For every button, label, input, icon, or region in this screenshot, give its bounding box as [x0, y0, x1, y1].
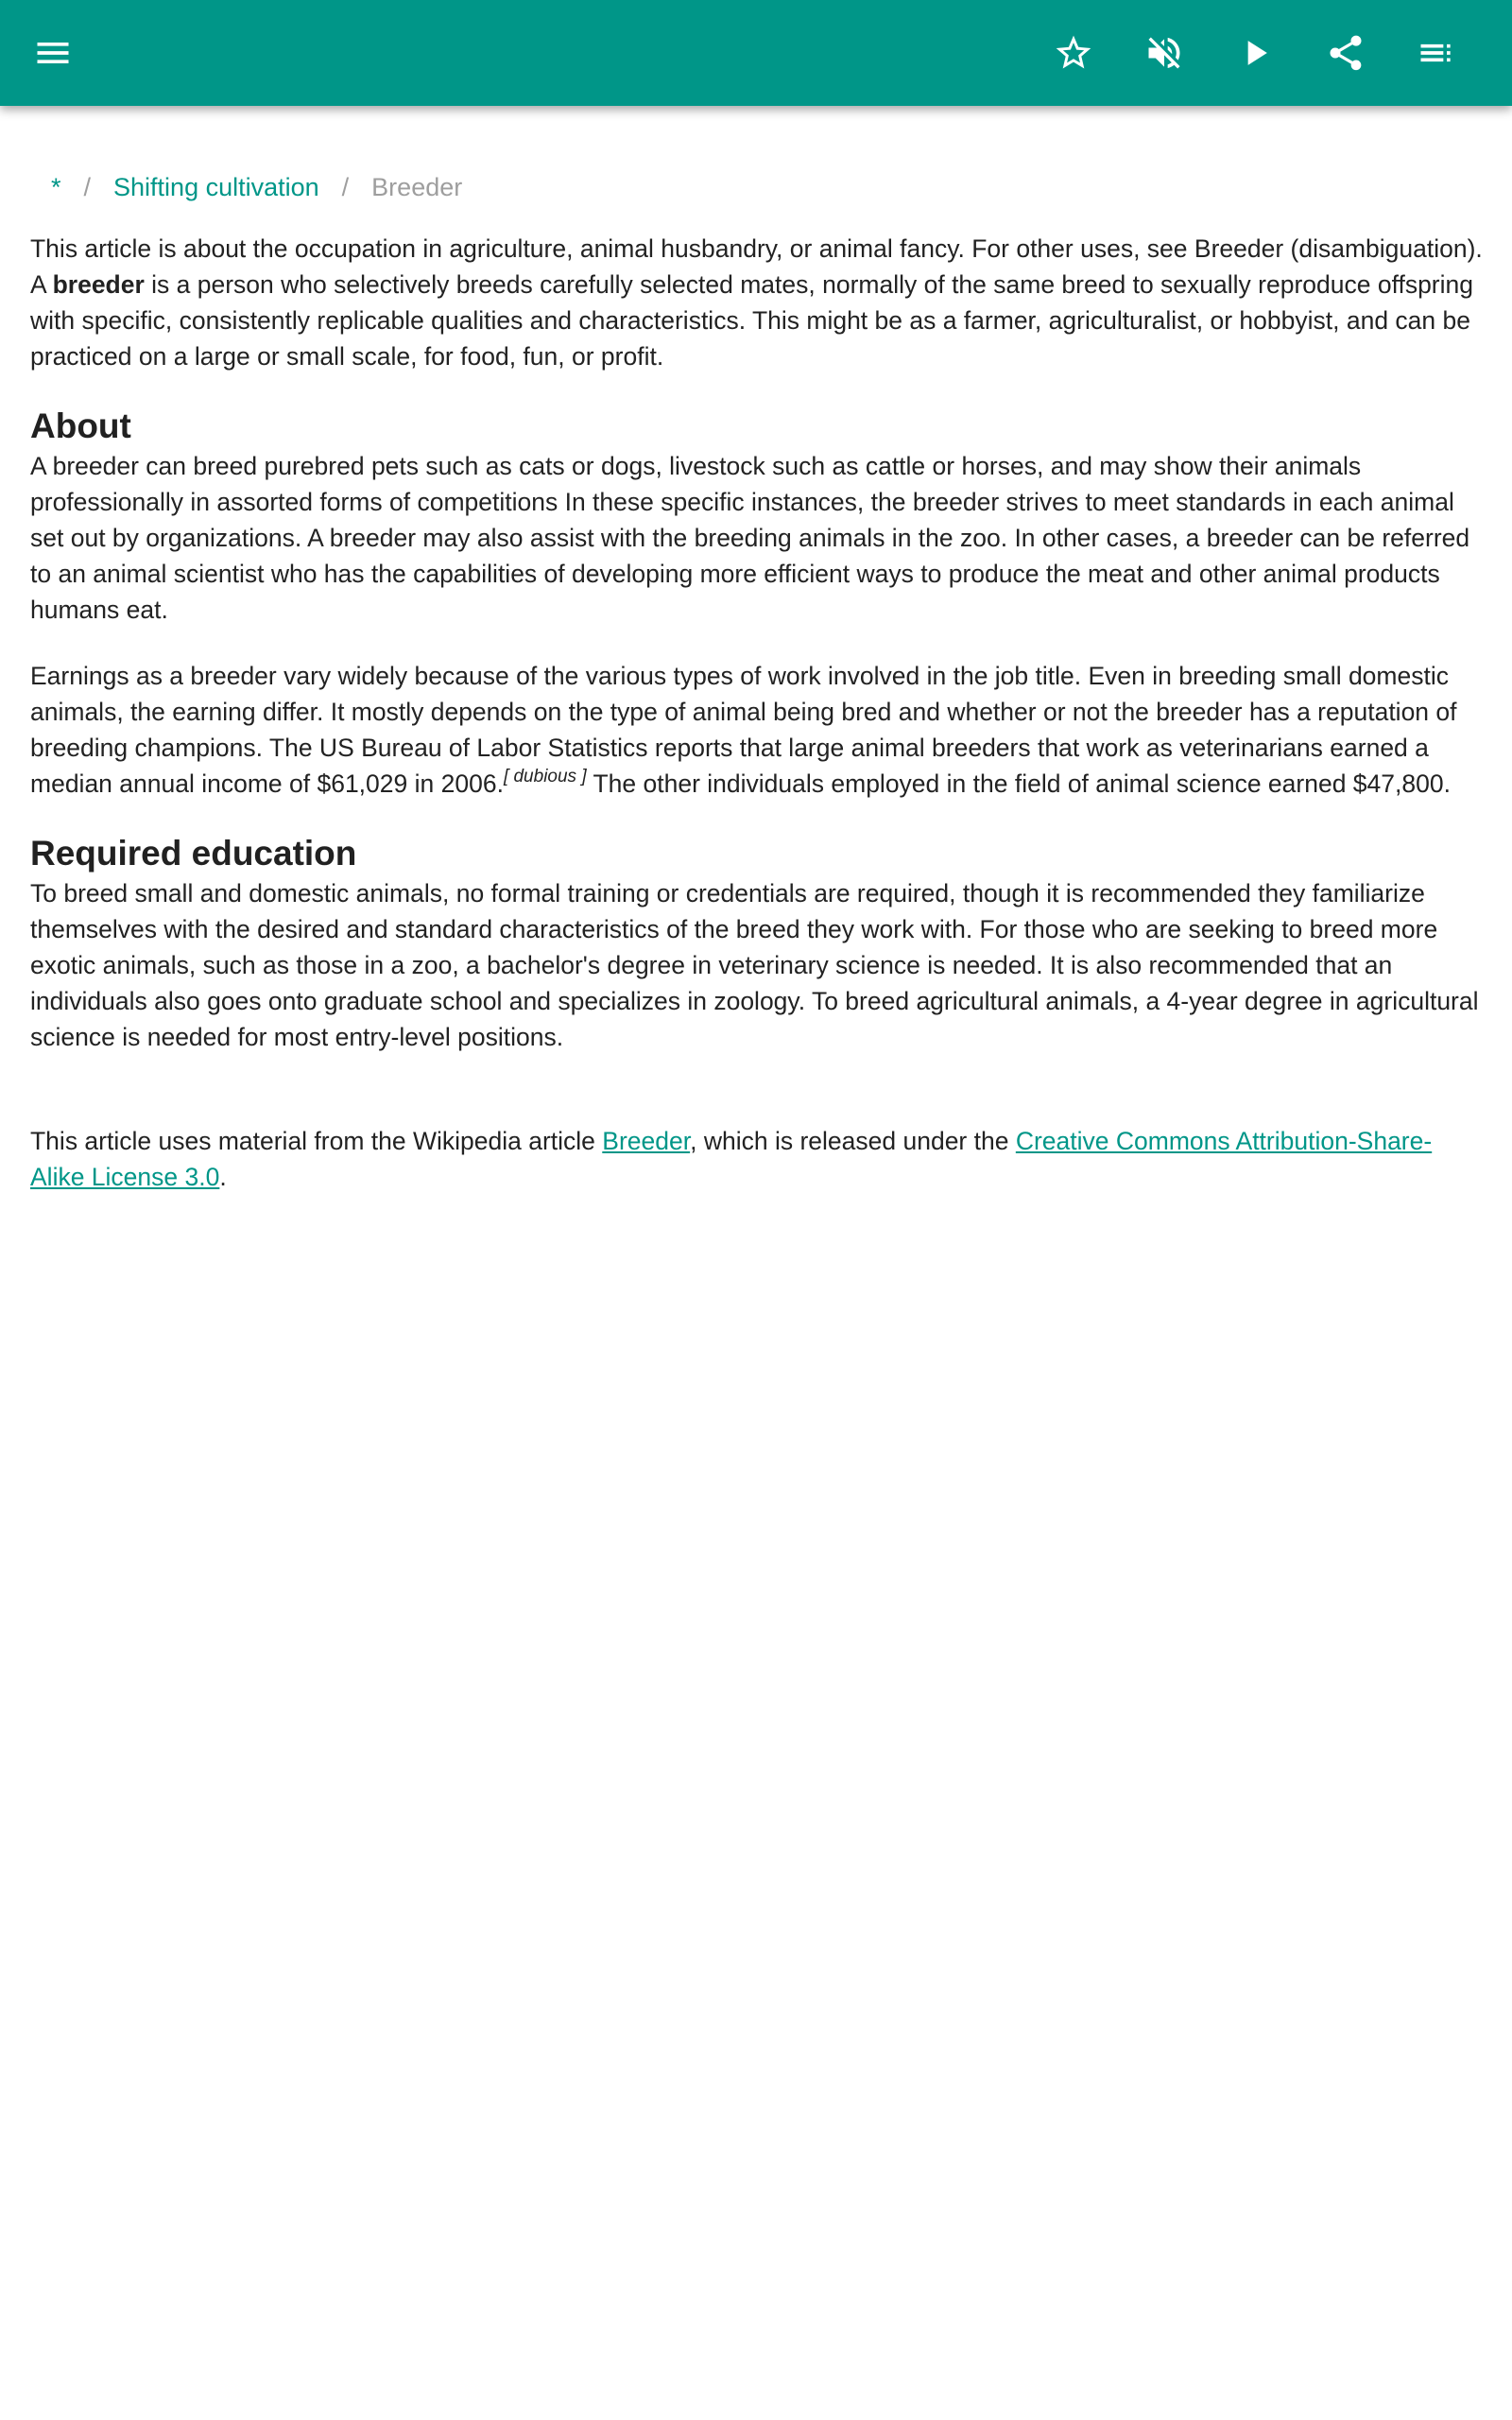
playlist-icon[interactable]	[1412, 28, 1461, 78]
section-heading-about: About	[30, 406, 131, 445]
share-icon[interactable]	[1321, 28, 1370, 78]
breadcrumb	[51, 161, 1486, 214]
section-heading-education: Required education	[30, 834, 357, 873]
education-paragraph: To breed small and domestic animals, no formal training or credentials are required, though it is recommended they familiarize themselves with the desired and standard characteristics of the breed they work with. For those who are seeking to breed more exotic animals, such as those in a zoo, a bachelor's degree in veterinary science is needed. It is also recommended that an individuals also goes onto graduate school and specializes in zoology. To breed agricultural animals, a 4-year degree in agricultural science is needed for most entry-level positions.	[30, 879, 1479, 1051]
breadcrumb-parent-link[interactable]: Shifting cultivation	[113, 173, 319, 201]
volume-off-icon[interactable]	[1140, 28, 1189, 78]
intro-text: A	[30, 270, 53, 299]
intro-bold-term: breeder	[52, 270, 145, 299]
article-content	[30, 161, 1486, 1225]
about-paragraph-1: A breeder can breed purebred pets such as cats or dogs, livestock such as cattle or horses, and may show their animals professionally in assorted forms of competitions In these specific instances, the breeder strives to meet standards in each animal set out by organizations. A breeder may also assist with the breeding animals in the zoo. In other cases, a breeder can be referred to an animal scientist who has the capabilities of developing more efficient ways to produce the meat and other animal products humans eat.	[30, 452, 1470, 624]
license-link[interactable]: Creative Commons Attribution-Share-Alike License 3.0	[30, 1127, 1433, 1191]
hatnote: This article is about the occupation in agriculture, animal husbandry, or animal fancy. For other uses, see Breeder (disambiguation).	[30, 234, 1483, 263]
attribution-text: .	[219, 1163, 227, 1191]
intro-text: is a person who selectively breeds carefully selected mates, normally of the same breed to sexually reproduce offspring with specific, consistently replicable qualities and characteristics. This might be as a farmer, agriculturalist, or hobbyist, and can be practiced on a large or small scale, for food, fun, or profit.	[30, 270, 1473, 371]
breadcrumb-current: Breeder	[371, 173, 463, 201]
intro-paragraph	[30, 267, 1486, 374]
breadcrumb-separator: /	[83, 173, 92, 201]
breadcrumb-home-link[interactable]: *	[51, 173, 61, 201]
attribution-text: This article uses material from the Wikipedia article	[30, 1127, 603, 1155]
app-bar	[0, 0, 1512, 106]
star-icon[interactable]	[1049, 28, 1098, 78]
about-paragraph-2	[30, 658, 1486, 802]
paragraph-text: Earnings as a breeder vary widely because of the various types of work involved in the job title. Even in breeding small domestic animals, the earning differ. It mostly depends on the type of animal being bred and whether or not the breeder has a reputation of breeding champions. The US Bureau of Labor Statistics reports that large animal breeders that work as veterinarians earned a median annual income of $61,029 in 2006.	[30, 662, 1457, 798]
wikipedia-article-link[interactable]: Breeder	[602, 1127, 691, 1155]
attribution	[30, 1123, 1486, 1195]
breadcrumb-separator: /	[341, 173, 350, 201]
hamburger-menu-icon[interactable]	[28, 28, 77, 78]
dubious-note[interactable]: [ dubious ]	[503, 767, 587, 786]
attribution-text: , which is released under the	[690, 1127, 1016, 1155]
paragraph-text: The other individuals employed in the field of animal science earned $47,800.	[586, 769, 1451, 798]
play-icon[interactable]	[1230, 28, 1280, 78]
